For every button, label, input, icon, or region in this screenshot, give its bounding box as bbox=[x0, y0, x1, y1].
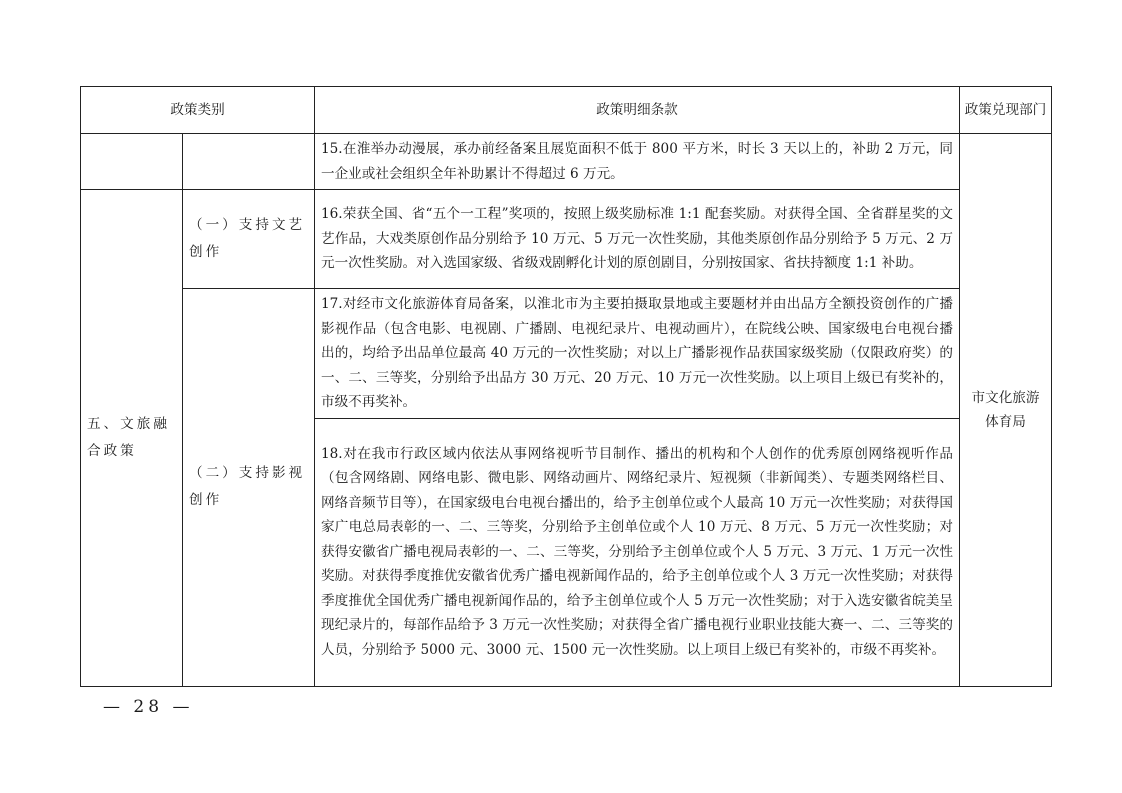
header-category: 政策类别 bbox=[81, 87, 315, 134]
main-category-cell: 五、文旅融合政策 bbox=[81, 190, 183, 687]
subcategory-literary: （一）支持文艺创作 bbox=[183, 190, 315, 289]
table-header-row bbox=[81, 87, 1052, 134]
clause-17: 17.对经市文化旅游体育局备案，以淮北市为主要拍摄取景地或主要题材并由出品方全额投资创作的广播影视作品（包含电影、电视剧、广播剧、电视纪录片、电视动画片），在院线公映、国家级电台电视台播出的，均给予出品单位最高 40 万元的一次性奖励；对以上广播影视作品获国家级奖励（仅限政府奖）的一、二、三等奖，分别给予出品方 30 万元、20 万元、10 万元一次性奖励。以上项目上级已有奖补的，市级不再奖补。 bbox=[315, 289, 960, 419]
header-department: 政策兑现部门 bbox=[960, 87, 1052, 134]
clause-18: 18.对在我市行政区域内依法从事网络视听节目制作、播出的机构和个人创作的优秀原创网络视听作品（包含网络剧、网络电影、微电影、网络动画片、网络纪录片、短视频（非新闻类）、专题类网络栏目、网络音频节目等），在国家级电台电视台播出的，给予主创单位或个人最高 10 万元一次性奖励；对获得国家广电总局表彰的一、二、三等奖，分别给予主创单位或个人 10 万元、8 万元、5 万元一次性奖励；对获得安徽省广播电视局表彰的一、二、三等奖，分别给予主创单位或个人 5 万元、3 万元、1 万元一次性奖励。对获得季度推优安徽省优秀广播电视新闻作品的，给予主创单位或个人 3 万元一次性奖励；对获得季度推优全国优秀广播电视新闻作品的，给予主创单位或个人 5 万元一次性奖励；对于入选安徽省皖美呈现纪录片的，每部作品给予 3 万元一次性奖励；对获得全省广播电视行业职业技能大赛一、二、三等奖的人员，分别给予 5000 元、3000 元、1500 元一次性奖励。以上项目上级已有奖补的，市级不再奖补。 bbox=[315, 418, 960, 686]
empty-category-cell bbox=[81, 134, 183, 190]
page-number: — 28 — bbox=[103, 697, 194, 717]
table-row bbox=[81, 190, 1052, 289]
department-cell: 市文化旅游体育局 bbox=[960, 134, 1052, 687]
header-clauses: 政策明细条款 bbox=[315, 87, 960, 134]
subcategory-film: （二）支持影视创作 bbox=[183, 289, 315, 687]
table-row bbox=[81, 134, 1052, 190]
table-row bbox=[81, 289, 1052, 419]
empty-subcategory-cell bbox=[183, 134, 315, 190]
clause-16: 16.荣获全国、省“五个一工程”奖项的，按照上级奖励标准 1:1 配套奖励。对获得全国、全省群星奖的文艺作品，大戏类原创作品分别给予 10 万元、5 万元一次性奖励，其他类原创作品分别给予 5 万元、2 万元一次性奖励。对入选国家级、省级戏剧孵化计划的原创剧目，分别按国家、省扶持额度 1:1 补助。 bbox=[315, 190, 960, 289]
policy-table bbox=[80, 86, 1052, 687]
clause-15: 15.在淮举办动漫展，承办前经备案且展览面积不低于 800 平方米，时长 3 天以上的，补助 2 万元，同一企业或社会组织全年补助累计不得超过 6 万元。 bbox=[315, 134, 960, 190]
